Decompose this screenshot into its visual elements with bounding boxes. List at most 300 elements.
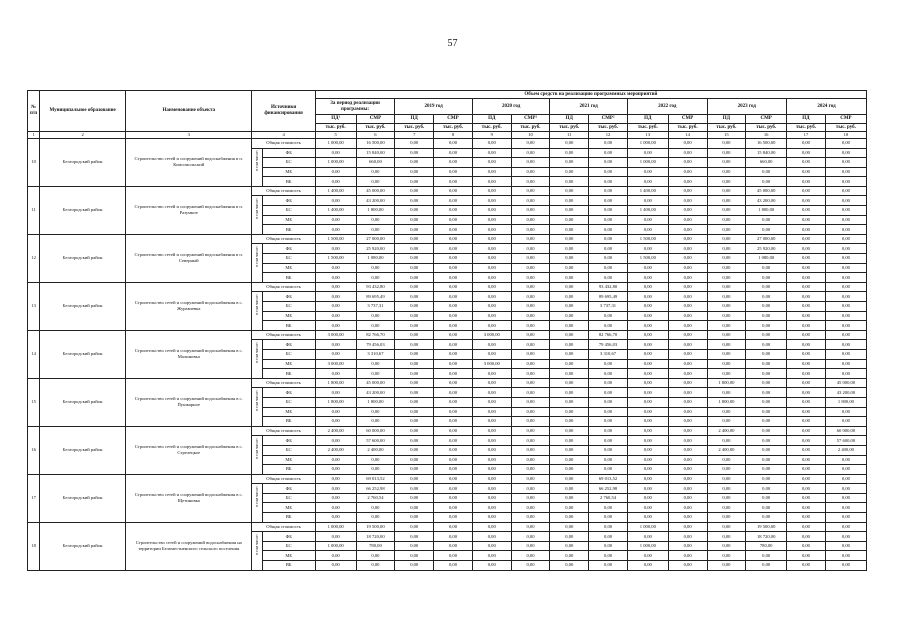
value-cell: 1 800,00 [356, 206, 395, 216]
value-cell: 0,00 [668, 503, 707, 513]
row-municipality: Белгородский район [40, 186, 126, 234]
row-object-name: Строительство сетей и сооружений водоснабжения в с. Журавлевка [125, 282, 252, 330]
value-cell: 0,00 [315, 455, 356, 465]
value-cell: 0,00 [787, 484, 826, 494]
value-cell: 0,00 [511, 340, 550, 350]
value-cell: 0,00 [434, 445, 473, 455]
value-cell: 0,00 [395, 311, 434, 321]
value-cell: 0,00 [434, 148, 473, 158]
value-cell: 0,00 [356, 455, 395, 465]
value-cell: 0,00 [825, 484, 866, 494]
row-total-label: Общая стоимость [252, 426, 315, 436]
header-unit: тыс. руб. [825, 124, 866, 132]
value-cell: 0,00 [395, 158, 434, 168]
value-cell: 0,00 [395, 273, 434, 283]
value-cell: 0,00 [825, 167, 866, 177]
value-cell: 43 200,00 [356, 196, 395, 206]
value-cell: 0,00 [315, 513, 356, 523]
value-cell: 0,00 [707, 541, 746, 551]
value-cell: 0,00 [825, 282, 866, 292]
value-cell: 0,00 [511, 407, 550, 417]
value-cell: 0,00 [395, 167, 434, 177]
incl-text: в том числе: [254, 438, 260, 459]
value-cell: 1 080,00 [746, 254, 787, 264]
value-cell: 0,00 [472, 138, 511, 148]
value-cell: 0,00 [746, 417, 787, 427]
value-cell: 0,00 [511, 532, 550, 542]
value-cell: 0,00 [511, 311, 550, 321]
value-cell: 0,00 [472, 513, 511, 523]
value-cell: 0,00 [511, 349, 550, 359]
value-cell: 0,00 [434, 234, 473, 244]
value-cell: 0,00 [356, 417, 395, 427]
value-cell: 0,00 [668, 215, 707, 225]
value-cell: 0,00 [627, 493, 668, 503]
value-cell: 0,00 [550, 474, 589, 484]
value-cell: 0,00 [746, 311, 787, 321]
value-cell: 0,00 [787, 455, 826, 465]
value-cell: 0,00 [825, 532, 866, 542]
value-cell: 82 766,70 [356, 330, 395, 340]
row-source-label: МБ [262, 455, 315, 465]
header-unit: тыс. руб. [395, 124, 434, 132]
row-incl-label [252, 532, 262, 570]
value-cell: 0,00 [627, 388, 668, 398]
value-cell: 0,00 [434, 436, 473, 446]
value-cell: 0,00 [668, 158, 707, 168]
row-incl-label [252, 292, 262, 330]
value-cell: 0,00 [787, 522, 826, 532]
value-cell: 0,00 [627, 311, 668, 321]
value-cell: 1 500,00 [315, 254, 356, 264]
value-cell: 0,00 [434, 206, 473, 216]
value-cell: 1 000,00 [315, 138, 356, 148]
value-cell: 0,00 [787, 541, 826, 551]
value-cell: 1 500,00 [315, 234, 356, 244]
value-cell: 0,00 [472, 522, 511, 532]
value-cell: 0,00 [511, 561, 550, 571]
value-cell: 0,00 [395, 378, 434, 388]
value-cell: 0,00 [787, 436, 826, 446]
value-cell: 0,00 [627, 407, 668, 417]
value-cell: 16 500,00 [356, 138, 395, 148]
value-cell: 0,00 [787, 234, 826, 244]
row-object-name: Строительство сетей и сооружений водоснабжения в п. Комсомольский [125, 138, 252, 186]
value-cell: 0,00 [434, 186, 473, 196]
value-cell: 45 000,00 [356, 378, 395, 388]
value-cell: 0,00 [787, 493, 826, 503]
row-total-label: Общая стоимость [252, 234, 315, 244]
value-cell: 0,00 [550, 541, 589, 551]
value-cell: 0,00 [668, 388, 707, 398]
row-source-label: БС [262, 254, 315, 264]
value-cell: 0,00 [511, 388, 550, 398]
value-cell: 0,00 [472, 340, 511, 350]
value-cell: 0,00 [787, 397, 826, 407]
value-cell: 0,00 [825, 513, 866, 523]
header-col-number: 4 [252, 132, 315, 139]
value-cell: 0,00 [472, 503, 511, 513]
value-cell: 0,00 [472, 484, 511, 494]
value-cell: 0,00 [589, 465, 628, 475]
value-cell: 0,00 [668, 397, 707, 407]
value-cell: 1 500,00 [627, 234, 668, 244]
value-cell: 0,00 [825, 465, 866, 475]
value-cell: 0,00 [472, 263, 511, 273]
header-year-2020: 2020 год [472, 99, 550, 115]
value-cell: 0,00 [434, 138, 473, 148]
row-source-label: ФБ [262, 436, 315, 446]
value-cell: 2 400,00 [825, 445, 866, 455]
value-cell: 0,00 [746, 359, 787, 369]
table-row [28, 378, 867, 388]
value-cell: 0,00 [550, 561, 589, 571]
row-incl-label [252, 196, 262, 234]
row-source-label: ФБ [262, 484, 315, 494]
value-cell: 0,00 [315, 417, 356, 427]
value-cell: 0,00 [395, 465, 434, 475]
value-cell: 0,00 [746, 426, 787, 436]
table-row [28, 186, 867, 196]
value-cell: 0,00 [707, 359, 746, 369]
value-cell: 0,00 [627, 417, 668, 427]
value-cell: 0,00 [315, 292, 356, 302]
value-cell: 0,00 [472, 397, 511, 407]
value-cell: 0,00 [787, 551, 826, 561]
value-cell: 0,00 [550, 292, 589, 302]
value-cell: 0,00 [395, 532, 434, 542]
value-cell: 0,00 [511, 244, 550, 254]
value-cell: 0,00 [395, 436, 434, 446]
value-cell: 45 000,00 [825, 378, 866, 388]
value-cell: 0,00 [787, 349, 826, 359]
value-cell: 0,00 [356, 215, 395, 225]
value-cell: 0,00 [511, 522, 550, 532]
value-cell: 0,00 [707, 311, 746, 321]
value-cell: 0,00 [707, 282, 746, 292]
value-cell: 60 000,00 [825, 426, 866, 436]
value-cell: 0,00 [550, 273, 589, 283]
value-cell: 0,00 [550, 340, 589, 350]
value-cell: 0,00 [395, 369, 434, 379]
value-cell: 27 000,00 [356, 234, 395, 244]
value-cell: 0,00 [707, 186, 746, 196]
value-cell: 0,00 [825, 407, 866, 417]
row-object-name: Строительство сетей и сооружений водоснабжения в п. Северный [125, 234, 252, 282]
value-cell: 0,00 [550, 282, 589, 292]
header-num: № п/п [28, 91, 40, 132]
value-cell: 0,00 [825, 302, 866, 312]
value-cell: 0,00 [627, 369, 668, 379]
value-cell: 69 013,52 [356, 474, 395, 484]
header-col-number: 8 [434, 132, 473, 139]
value-cell: 0,00 [472, 302, 511, 312]
value-cell: 0,00 [472, 493, 511, 503]
value-cell: 0,00 [550, 138, 589, 148]
value-cell: 0,00 [825, 186, 866, 196]
incl-text: в том числе: [254, 486, 260, 507]
value-cell: 0,00 [511, 292, 550, 302]
value-cell: 3 310,67 [589, 349, 628, 359]
header-number-row [28, 132, 867, 139]
value-cell: 0,00 [707, 551, 746, 561]
value-cell: 0,00 [315, 225, 356, 235]
value-cell: 0,00 [787, 167, 826, 177]
value-cell: 0,00 [746, 484, 787, 494]
header-year-2024: 2024 год [787, 99, 867, 115]
value-cell: 0,00 [550, 436, 589, 446]
value-cell: 0,00 [589, 158, 628, 168]
value-cell: 0,00 [787, 302, 826, 312]
value-cell: 0,00 [707, 302, 746, 312]
value-cell: 0,00 [668, 311, 707, 321]
value-cell: 0,00 [787, 263, 826, 273]
value-cell: 1 080,00 [356, 254, 395, 264]
value-cell: 0,00 [511, 474, 550, 484]
value-cell: 1 800,00 [315, 397, 356, 407]
value-cell: 0,00 [668, 445, 707, 455]
header-unit: тыс. руб. [627, 124, 668, 132]
value-cell: 0,00 [511, 177, 550, 187]
value-cell: 0,00 [550, 158, 589, 168]
value-cell: 43 200,00 [746, 196, 787, 206]
value-cell: 25 920,00 [356, 244, 395, 254]
value-cell: 0,00 [746, 225, 787, 235]
value-cell: 15 840,00 [746, 148, 787, 158]
row-municipality: Белгородский район [40, 426, 126, 474]
value-cell: 0,00 [550, 225, 589, 235]
header-unit: тыс. руб. [746, 124, 787, 132]
incl-text: в том числе: [254, 534, 260, 555]
value-cell: 0,00 [627, 177, 668, 187]
value-cell: 0,00 [668, 167, 707, 177]
row-total-label: Общая стоимость [252, 138, 315, 148]
value-cell: 0,00 [746, 273, 787, 283]
header-unit: тыс. руб. [550, 124, 589, 132]
header-col-number: 18 [825, 132, 866, 139]
value-cell: 0,00 [589, 436, 628, 446]
header-sources: Источники финансирования [252, 91, 315, 132]
header-smr: СМР [668, 115, 707, 124]
value-cell: 0,00 [787, 378, 826, 388]
value-cell: 0,00 [627, 359, 668, 369]
header-municipality: Муниципальное образование [40, 91, 126, 132]
value-cell: 0,00 [511, 426, 550, 436]
value-cell: 0,00 [787, 417, 826, 427]
value-cell: 0,00 [589, 541, 628, 551]
value-cell: 0,00 [434, 244, 473, 254]
header-year-2019: 2019 год [395, 99, 473, 115]
value-cell: 0,00 [746, 503, 787, 513]
incl-text: в том числе: [254, 294, 260, 316]
page-number: 57 [447, 38, 458, 49]
value-cell: 3 000,00 [315, 359, 356, 369]
value-cell: 0,00 [356, 311, 395, 321]
value-cell: 0,00 [434, 340, 473, 350]
value-cell: 0,00 [746, 282, 787, 292]
value-cell: 0,00 [550, 186, 589, 196]
row-total-label: Общая стоимость [252, 522, 315, 532]
value-cell: 0,00 [707, 234, 746, 244]
value-cell: 0,00 [825, 292, 866, 302]
row-incl-label [252, 388, 262, 426]
value-cell: 0,00 [511, 417, 550, 427]
value-cell: 0,00 [627, 513, 668, 523]
value-cell: 660,00 [356, 158, 395, 168]
value-cell: 0,00 [589, 551, 628, 561]
value-cell: 0,00 [589, 225, 628, 235]
table-header [28, 91, 867, 139]
row-source-label: ВБ [262, 177, 315, 187]
value-cell: 0,00 [395, 541, 434, 551]
value-cell: 2 400,00 [315, 426, 356, 436]
value-cell: 0,00 [787, 359, 826, 369]
value-cell: 3 310,67 [356, 349, 395, 359]
header-object: Наименование объекта [125, 91, 252, 132]
header-col-number: 11 [550, 132, 589, 139]
value-cell: 0,00 [472, 551, 511, 561]
value-cell: 0,00 [787, 158, 826, 168]
value-cell: 0,00 [550, 503, 589, 513]
header-unit: тыс. руб. [356, 124, 395, 132]
value-cell: 0,00 [356, 407, 395, 417]
row-municipality: Белгородский район [40, 522, 126, 570]
value-cell: 0,00 [707, 522, 746, 532]
value-cell: 0,00 [434, 263, 473, 273]
value-cell: 0,00 [746, 436, 787, 446]
header-unit: тыс. руб. [668, 124, 707, 132]
value-cell: 0,00 [668, 148, 707, 158]
value-cell: 0,00 [315, 273, 356, 283]
value-cell: 0,00 [511, 321, 550, 331]
value-cell: 57 600,00 [825, 436, 866, 446]
value-cell: 0,00 [627, 244, 668, 254]
value-cell: 0,00 [434, 349, 473, 359]
value-cell: 0,00 [472, 541, 511, 551]
value-cell: 89 695,49 [589, 292, 628, 302]
incl-text: в том числе: [254, 342, 260, 364]
value-cell: 0,00 [434, 330, 473, 340]
value-cell: 0,00 [472, 167, 511, 177]
value-cell: 0,00 [668, 551, 707, 561]
value-cell: 0,00 [315, 369, 356, 379]
value-cell: 1 800,00 [356, 397, 395, 407]
table-body [28, 138, 867, 570]
value-cell: 0,00 [787, 532, 826, 542]
value-cell: 0,00 [395, 349, 434, 359]
value-cell: 0,00 [315, 311, 356, 321]
header-smr: СМР [746, 115, 787, 124]
value-cell: 0,00 [395, 551, 434, 561]
row-source-label: ВБ [262, 321, 315, 331]
value-cell: 0,00 [787, 282, 826, 292]
value-cell: 0,00 [787, 407, 826, 417]
value-cell: 0,00 [707, 167, 746, 177]
value-cell: 0,00 [825, 177, 866, 187]
row-source-label: БС [262, 541, 315, 551]
row-number: 10 [28, 138, 40, 186]
value-cell: 0,00 [356, 551, 395, 561]
value-cell: 0,00 [434, 167, 473, 177]
value-cell: 18 720,00 [746, 532, 787, 542]
value-cell: 0,00 [589, 388, 628, 398]
value-cell: 0,00 [589, 186, 628, 196]
value-cell: 0,00 [472, 282, 511, 292]
value-cell: 2 760,54 [589, 493, 628, 503]
value-cell: 0,00 [511, 273, 550, 283]
value-cell: 0,00 [707, 484, 746, 494]
value-cell: 0,00 [472, 177, 511, 187]
value-cell: 0,00 [589, 455, 628, 465]
value-cell: 0,00 [550, 388, 589, 398]
value-cell: 0,00 [395, 407, 434, 417]
value-cell: 0,00 [787, 148, 826, 158]
value-cell: 0,00 [707, 388, 746, 398]
value-cell: 0,00 [395, 263, 434, 273]
value-cell: 0,00 [825, 349, 866, 359]
value-cell: 0,00 [395, 138, 434, 148]
value-cell: 0,00 [472, 225, 511, 235]
header-col-number: 12 [589, 132, 628, 139]
value-cell: 0,00 [472, 148, 511, 158]
header-unit: тыс. руб. [315, 124, 356, 132]
incl-text: в том числе: [254, 150, 260, 172]
value-cell: 0,00 [550, 302, 589, 312]
value-cell: 0,00 [825, 340, 866, 350]
row-object-name: Строительство сетей и сооружений водоснабжения в с. Малиновка [125, 330, 252, 378]
value-cell: 0,00 [315, 177, 356, 187]
table-row [28, 522, 867, 532]
value-cell: 0,00 [627, 292, 668, 302]
value-cell: 0,00 [395, 244, 434, 254]
value-cell: 0,00 [315, 349, 356, 359]
value-cell: 0,00 [511, 148, 550, 158]
value-cell: 0,00 [472, 234, 511, 244]
value-cell: 0,00 [434, 474, 473, 484]
header-col-number: 15 [707, 132, 746, 139]
value-cell: 0,00 [787, 503, 826, 513]
value-cell: 0,00 [746, 493, 787, 503]
value-cell: 0,00 [668, 186, 707, 196]
value-cell: 0,00 [472, 244, 511, 254]
value-cell: 0,00 [356, 369, 395, 379]
value-cell: 0,00 [472, 321, 511, 331]
value-cell: 0,00 [550, 330, 589, 340]
header-unit: тыс. руб. [787, 124, 826, 132]
value-cell: 0,00 [511, 465, 550, 475]
value-cell: 0,00 [395, 513, 434, 523]
value-cell: 1 000,00 [627, 541, 668, 551]
value-cell: 0,00 [627, 321, 668, 331]
value-cell: 0,00 [589, 206, 628, 216]
value-cell: 0,00 [746, 407, 787, 417]
value-cell: 0,00 [627, 551, 668, 561]
value-cell: 0,00 [315, 503, 356, 513]
row-source-label: БС [262, 397, 315, 407]
row-municipality: Белгородский район [40, 378, 126, 426]
value-cell: 0,00 [746, 378, 787, 388]
value-cell: 0,00 [746, 397, 787, 407]
header-pd: ПД [472, 115, 511, 124]
value-cell: 0,00 [550, 359, 589, 369]
value-cell: 0,00 [707, 340, 746, 350]
value-cell: 0,00 [668, 455, 707, 465]
value-cell: 1 400,00 [315, 206, 356, 216]
value-cell: 0,00 [315, 302, 356, 312]
value-cell: 0,00 [787, 388, 826, 398]
value-cell: 0,00 [825, 359, 866, 369]
value-cell: 45 000,00 [746, 186, 787, 196]
